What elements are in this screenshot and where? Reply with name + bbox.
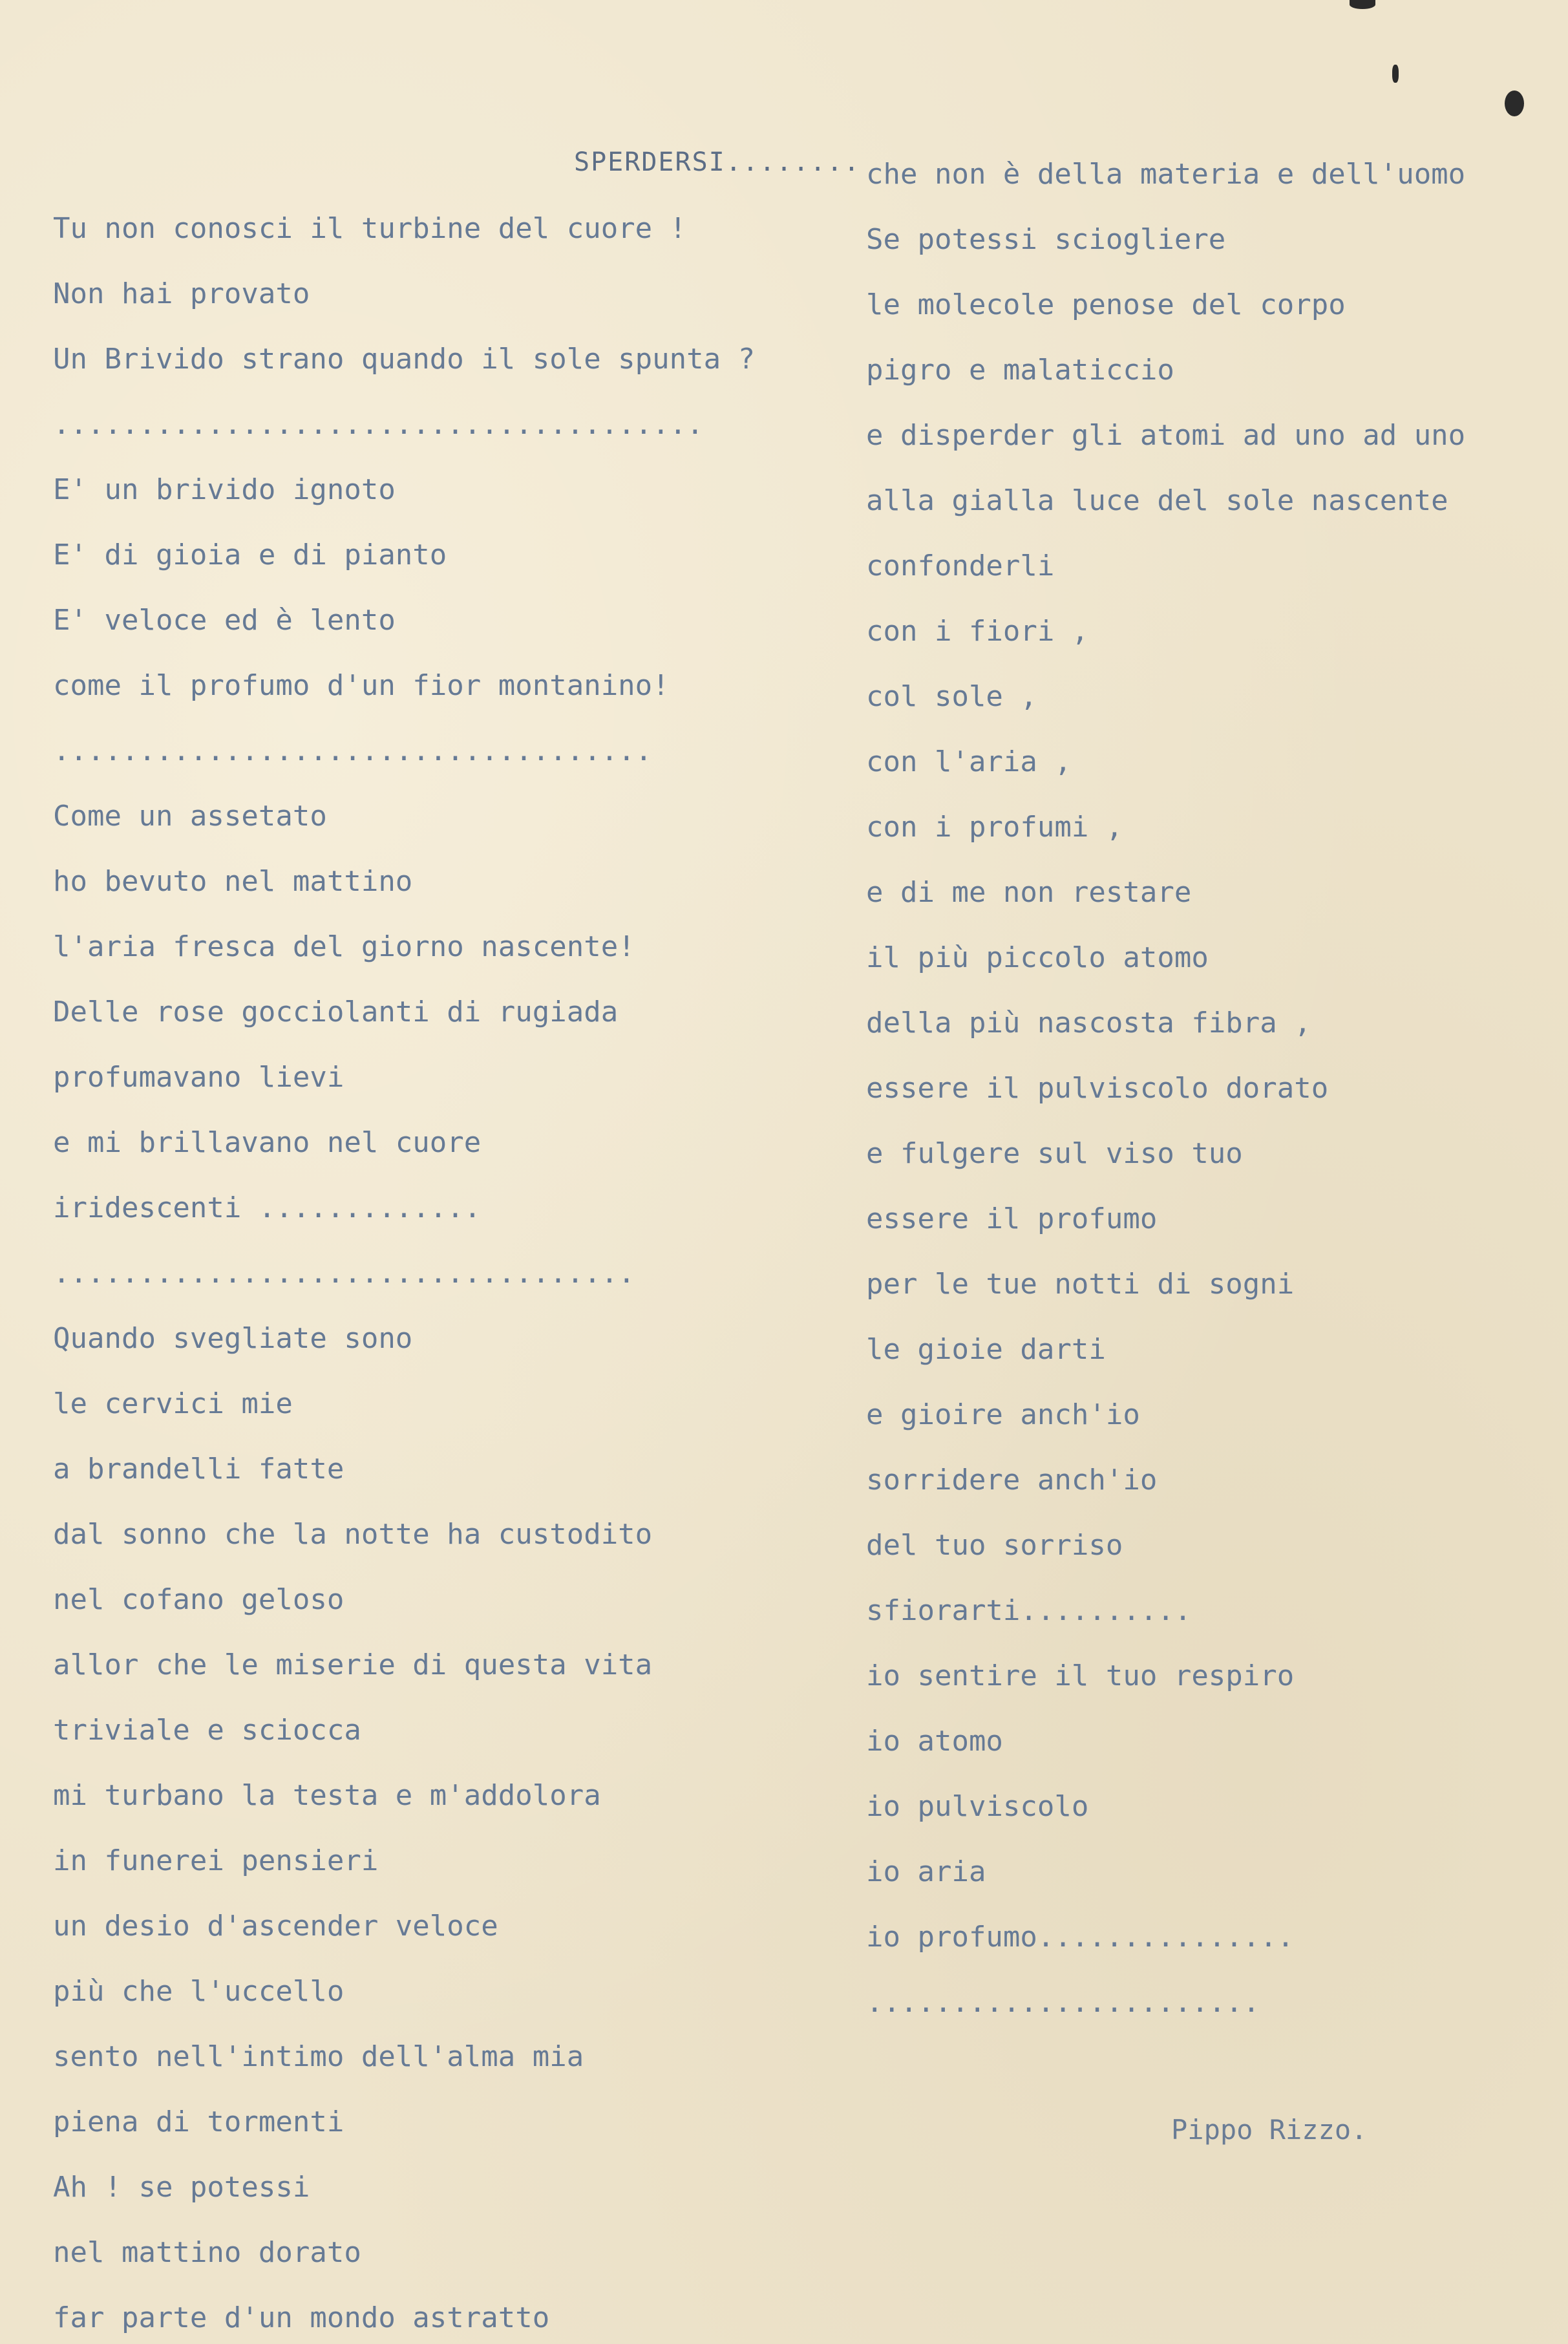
ink-spot bbox=[1350, 0, 1375, 9]
poem-title: SPERDERSI........ bbox=[574, 147, 861, 177]
poem-line: piena di tormenti bbox=[53, 2105, 344, 2138]
left-column bbox=[53, 0, 816, 2344]
poem-line: e gioire anch'io bbox=[866, 1398, 1140, 1431]
poem-line: dal sonno che la notte ha custodito bbox=[53, 1518, 653, 1551]
poem-line: triviale e sciocca bbox=[53, 1714, 361, 1747]
poem-line: con l'aria , bbox=[866, 745, 1072, 778]
poem-line: Un Brivido strano quando il sole spunta ? bbox=[53, 343, 756, 376]
poem-line: con i profumi , bbox=[866, 811, 1123, 844]
poem-line: Tu non conosci il turbine del cuore ! bbox=[53, 212, 687, 245]
poem-line: E' un brivido ignoto bbox=[53, 473, 396, 506]
poem-line: far parte d'un mondo astratto bbox=[53, 2301, 550, 2334]
poem-line: il più piccolo atomo bbox=[866, 941, 1209, 974]
poem-line: e di me non restare bbox=[866, 876, 1192, 909]
poem-line: per le tue notti di sogni bbox=[866, 1268, 1295, 1301]
poem-line: Se potessi sciogliere bbox=[866, 223, 1226, 256]
poem-line: nel cofano geloso bbox=[53, 1583, 344, 1616]
poem-line: confonderli bbox=[866, 549, 1055, 582]
ink-spot bbox=[1392, 65, 1399, 83]
poem-line: ho bevuto nel mattino bbox=[53, 865, 413, 898]
right-column bbox=[866, 0, 1558, 2344]
poem-line: che non è della materia e dell'uomo bbox=[866, 158, 1466, 191]
poem-line: le gioie darti bbox=[866, 1333, 1106, 1366]
poem-line: Quando svegliate sono bbox=[53, 1322, 413, 1355]
poem-line: con i fiori , bbox=[866, 615, 1089, 648]
poem-line: E' di gioia e di pianto bbox=[53, 538, 447, 571]
poem-line: profumavano lievi bbox=[53, 1061, 344, 1094]
poem-line: a brandelli fatte bbox=[53, 1453, 344, 1486]
poem-line: allor che le miserie di questa vita bbox=[53, 1648, 653, 1681]
poem-line: l'aria fresca del giorno nascente! bbox=[53, 930, 635, 963]
poem-line: io sentire il tuo respiro bbox=[866, 1659, 1295, 1692]
poem-line: io pulviscolo bbox=[866, 1790, 1089, 1823]
poem-line: come il profumo d'un fior montanino! bbox=[53, 669, 670, 702]
poem-line: ................................... bbox=[53, 734, 653, 767]
poem-line: sfiorarti.......... bbox=[866, 1594, 1192, 1627]
poem-line: io aria bbox=[866, 1855, 986, 1888]
poem-line: e fulgere sul viso tuo bbox=[866, 1137, 1243, 1170]
poem-line: Delle rose gocciolanti di rugiada bbox=[53, 996, 619, 1028]
poem-line: sento nell'intimo dell'alma mia bbox=[53, 2040, 584, 2073]
poem-line: Ah ! se potessi bbox=[53, 2171, 310, 2204]
poem-line: del tuo sorriso bbox=[866, 1529, 1123, 1562]
poem-line: ....................... bbox=[866, 1986, 1260, 2019]
poem-line: mi turbano la testa e m'addolora bbox=[53, 1779, 601, 1812]
poem-line: pigro e malaticcio bbox=[866, 354, 1174, 387]
ink-spot bbox=[1505, 91, 1524, 116]
poem-line: della più nascosta fibra , bbox=[866, 1007, 1311, 1039]
poem-line: nel mattino dorato bbox=[53, 2236, 361, 2269]
poem-line: e mi brillavano nel cuore bbox=[53, 1126, 482, 1159]
poem-line: sorridere anch'io bbox=[866, 1464, 1158, 1497]
author-signature: Pippo Rizzo. bbox=[1171, 2114, 1368, 2146]
poem-line: .................................. bbox=[53, 1257, 635, 1290]
poem-line: Come un assetato bbox=[53, 800, 327, 833]
poem-line: col sole , bbox=[866, 680, 1037, 713]
poem-line: io atomo bbox=[866, 1725, 1003, 1758]
poem-line: più che l'uccello bbox=[53, 1975, 344, 2008]
poem-line: alla gialla luce del sole nascente bbox=[866, 484, 1448, 517]
poem-line: iridescenti ............. bbox=[53, 1191, 482, 1224]
poem-line: essere il pulviscolo dorato bbox=[866, 1072, 1329, 1105]
poem-line: e disperder gli atomi ad uno ad uno bbox=[866, 419, 1466, 452]
poem-line: essere il profumo bbox=[866, 1202, 1158, 1235]
poem-line: Non hai provato bbox=[53, 277, 310, 310]
poem-line: ...................................... bbox=[53, 408, 704, 441]
poem-line: in funerei pensieri bbox=[53, 1844, 379, 1877]
poem-line: le molecole penose del corpo bbox=[866, 288, 1346, 321]
poem-line: le cervici mie bbox=[53, 1387, 293, 1420]
poem-line: E' veloce ed è lento bbox=[53, 604, 396, 637]
poem-line: un desio d'ascender veloce bbox=[53, 1910, 498, 1943]
poem-line: io profumo............... bbox=[866, 1921, 1295, 1954]
